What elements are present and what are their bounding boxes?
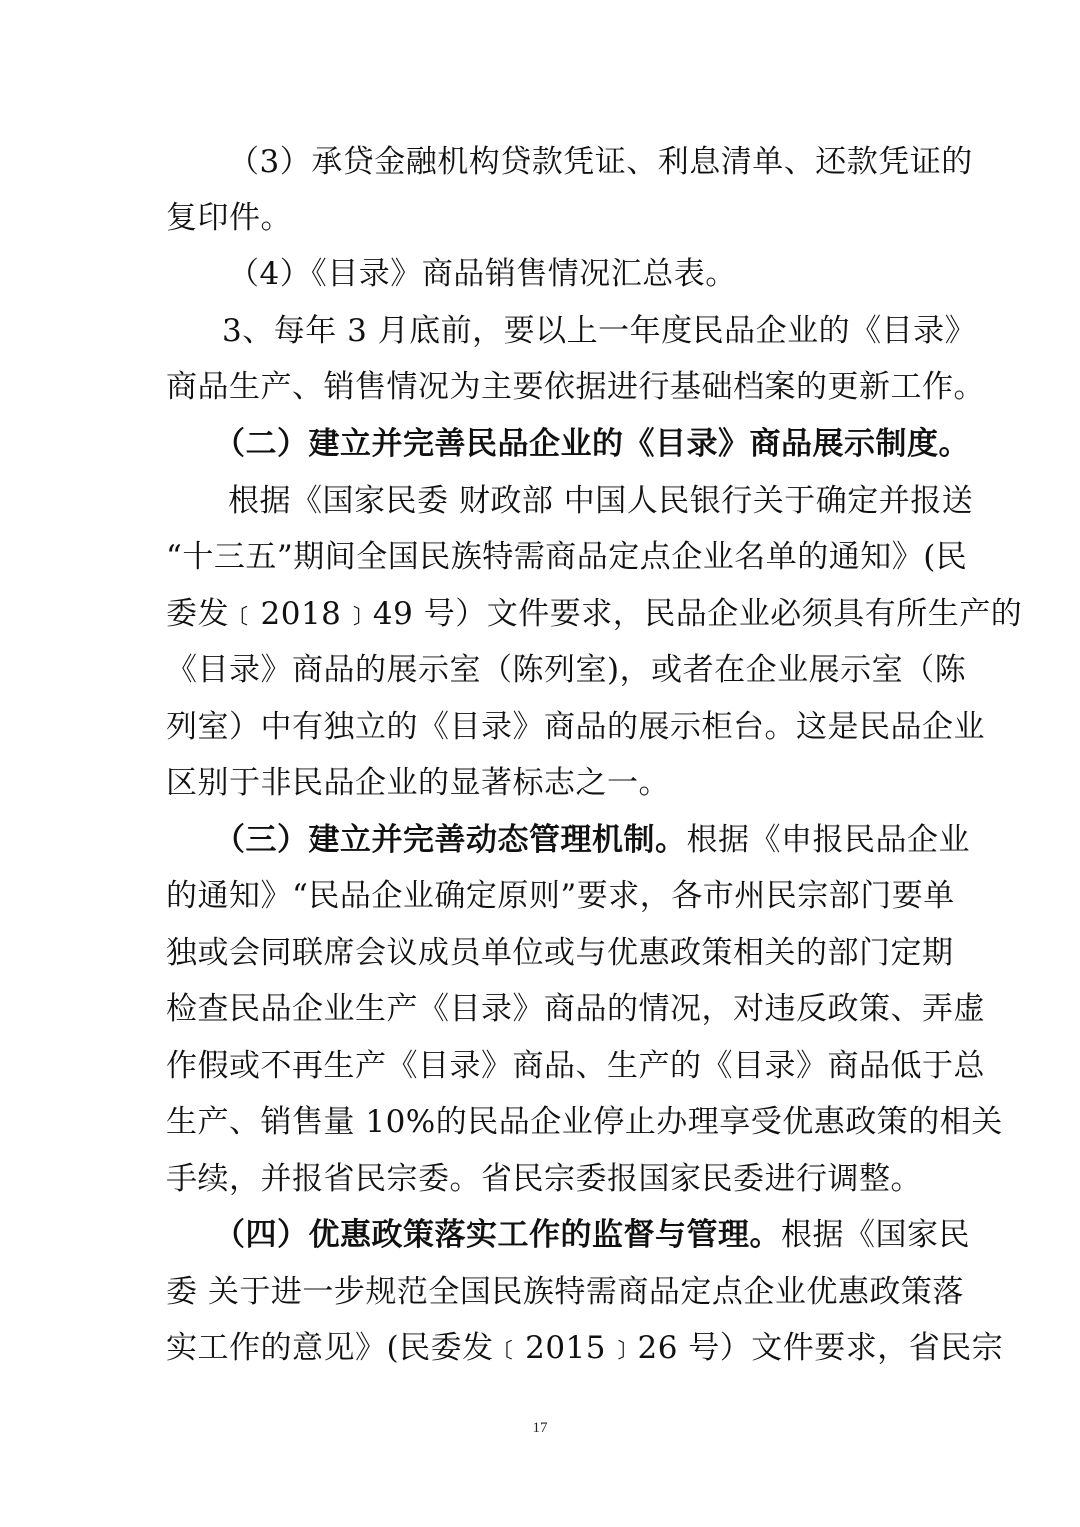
- text-line: “十三五”期间全国民族特需商品定点企业名单的通知》(民: [166, 539, 968, 575]
- text-line: 商品生产、销售情况为主要依据进行基础档案的更新工作。: [166, 369, 985, 405]
- page-number: 17: [532, 1420, 548, 1436]
- text-line: 手续，并报省民宗委。省民宗委报国家民委进行调整。: [166, 1161, 922, 1197]
- text-line: 的通知》“民品企业确定原则”要求，各市州民宗部门要单: [166, 878, 955, 914]
- text-line: 委 关于进一步规范全国民族特需商品定点企业优惠政策落: [166, 1274, 964, 1310]
- text-line: （3）承贷金融机构贷款凭证、利息清单、还款凭证的: [228, 144, 973, 180]
- text-line: （四）优惠政策落实工作的监督与管理。根据《国家民: [214, 1217, 970, 1253]
- text-line: 根据《国家民委 财政部 中国人民银行关于确定并报送: [228, 483, 974, 519]
- text-line: 《目录》商品的展示室（陈列室)，或者在企业展示室（陈: [166, 652, 967, 688]
- text-line: （4）《目录》商品销售情况汇总表。: [228, 256, 737, 292]
- text-line: 区别于非民品企业的显著标志之一。: [166, 765, 670, 801]
- text-line: 复印件。: [166, 200, 292, 236]
- text-line: 列室）中有独立的《目录》商品的展示柜台。这是民品企业: [166, 709, 985, 745]
- text-line: 检查民品企业生产《目录》商品的情况，对违反政策、弄虚: [166, 991, 985, 1027]
- text-line: 委发﹝2018﹞49 号）文件要求，民品企业必须具有所生产的: [166, 596, 1023, 632]
- section-heading: （二）建立并完善民品企业的《目录》商品展示制度。: [214, 426, 970, 462]
- text-line: 独或会同联席会议成员单位或与优惠政策相关的部门定期: [166, 935, 954, 971]
- text-line: （三）建立并完善动态管理机制。根据《申报民品企业: [214, 822, 970, 858]
- text-line: 作假或不再生产《目录》商品、生产的《目录》商品低于总: [166, 1048, 985, 1084]
- text-line: 3、每年 3 月底前，要以上一年度民品企业的《目录》: [222, 313, 977, 349]
- text-line: 实工作的意见》(民委发﹝2015﹞26 号）文件要求，省民宗: [166, 1330, 1004, 1366]
- text-line: 生产、销售量 10%的民品企业停止办理享受优惠政策的相关: [166, 1104, 1003, 1140]
- section-heading: （四）优惠政策落实工作的监督与管理。: [214, 1217, 781, 1253]
- section-heading: （三）建立并完善动态管理机制。: [214, 822, 687, 858]
